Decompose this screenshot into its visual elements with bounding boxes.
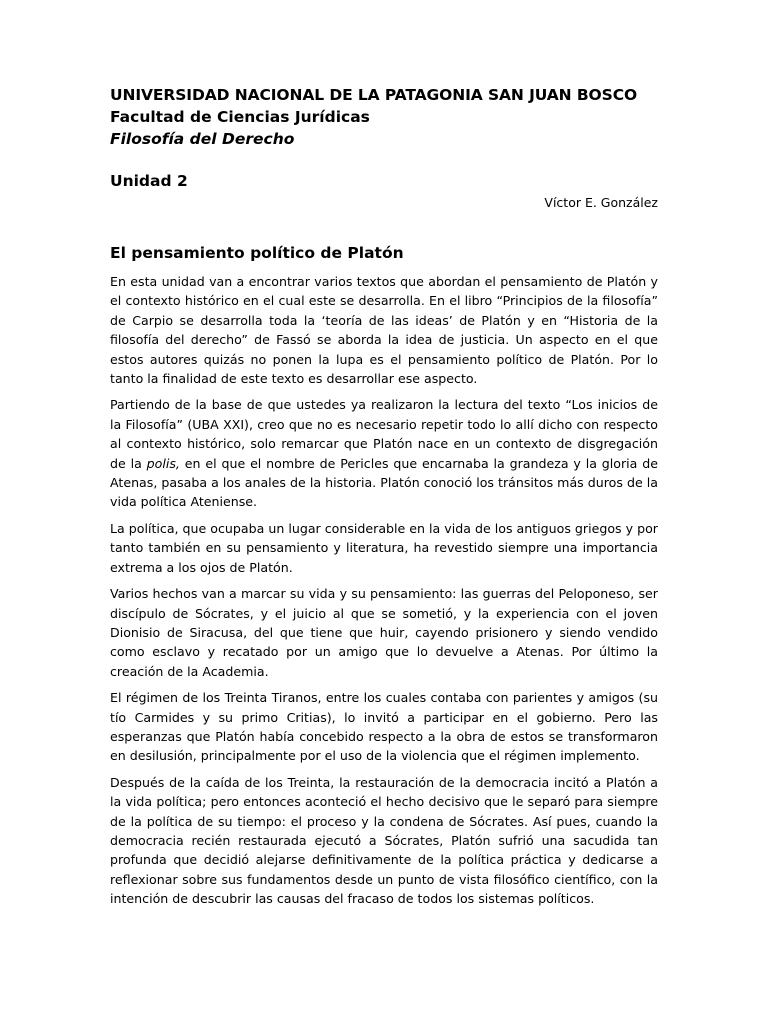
paragraph-2-text-b: en el que el nombre de Pericles que encarnaba la grandeza y la gloria de Atenas, pasaba a los anales de la historia. Platón conoció los tránsitos más duros de la vida política Ateniense. <box>110 455 658 510</box>
paragraph-2 <box>110 395 658 511</box>
paragraph-6: Después de la caída de los Treinta, la restauración de la democracia incitó a Platón a la vida política; pero entonces aconteció el hecho decisivo que le separó para siempre de la política de su tiempo: el proceso y la condena de Sócrates. Así pues, cuando la democracia recién restaurada ejecutó a Sócrates, Platón sufrió una sacudida tan profunda que decidió alejarse definitivamente de la política práctica y dedicarse a reflexionar sobre sus fundamentos desde un punto de vista filosófico científico, con la intención de descubrir las causas del fracaso de todos los sistemas políticos. <box>110 774 658 907</box>
unit-heading: Unidad 2 <box>110 172 188 190</box>
faculty-name: Facultad de Ciencias Jurídicas <box>110 108 370 126</box>
paragraph-4: Varios hechos van a marcar su vida y su pensamiento: las guerras del Peloponeso, ser discípulo de Sócrates, y el juicio al que se sometió, y la experiencia con el joven Dionisio de Siracusa, del que tiene que huir, cayendo prisionero y siendo vendido como esclavo y recatado por un amigo que lo devuelve a Atenas. Por último la creación de la Academia. <box>110 586 658 679</box>
paragraph-2-text-a: Partiendo de la base de que ustedes ya realizaron la lectura del texto “Los inicios de la Filosofía” (UBA XXI), creo que no es necesario repetir todo lo allí dicho con respecto al contexto histórico, solo remarcar que Platón nace en un contexto de disgregación de la <box>110 397 658 471</box>
paragraph-1: En esta unidad van a encontrar varios textos que abordan el pensamiento de Platón y el contexto histórico en el cual este se desarrolla. En el libro “Principios de la filosofía” de Carpio se desarrolla toda la ‘teoría de las ideas’ de Platón y en “Historia de la filosofía del derecho” de Fassó se aborda la idea de justicia. Un aspecto en el que estos autores quizás no ponen la lupa es el pensamiento político de Platón. Por lo tanto la finalidad de este texto es desarrollar ese aspecto. <box>110 274 658 387</box>
section-title: El pensamiento político de Platón <box>110 244 404 262</box>
paragraph-3: La política, que ocupaba un lugar considerable en la vida de los antiguos griegos y por tanto también en su pensamiento y literatura, ha revestido siempre una importancia extrema a los ojos de Platón. <box>110 520 658 575</box>
university-name: UNIVERSIDAD NACIONAL DE LA PATAGONIA SAN JUAN BOSCO <box>110 86 638 104</box>
paragraph-5: El régimen de los Treinta Tiranos, entre los cuales contaba con parientes y amigos (su tío Carmides y su primo Critias), lo invitó a participar en el gobierno. Pero las esperanzas que Platón había concebido respecto a la obra de estos se transformaron en desilusión, principalmente por el uso de la violencia que el régimen implemento. <box>110 690 658 764</box>
paragraph-2-emphasis: polis, <box>146 455 180 471</box>
author-name: Víctor E. González <box>544 195 658 210</box>
subject-name: Filosofía del Derecho <box>110 130 295 148</box>
document-header <box>110 0 658 150</box>
